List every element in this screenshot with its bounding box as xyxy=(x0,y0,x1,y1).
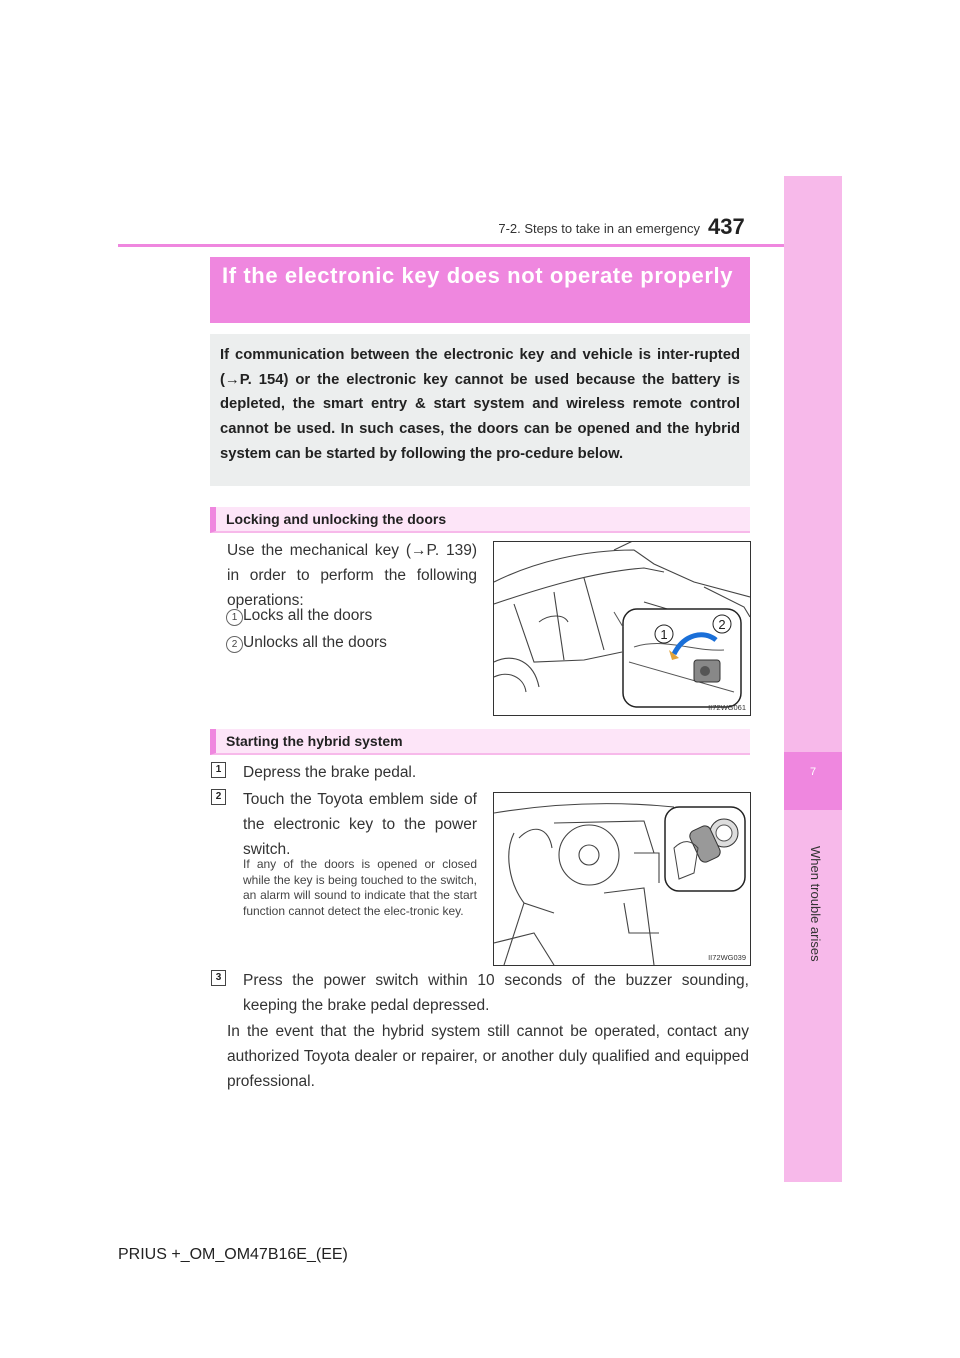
figure-mechanical-key-door xyxy=(493,541,751,716)
chapter-title: When trouble arises xyxy=(808,846,823,962)
page-number: 437 xyxy=(708,214,745,239)
subheading-starting-label: Starting the hybrid system xyxy=(226,733,403,749)
step-2-text: Touch the Toyota emblem side of the electronic key to the power switch. xyxy=(243,791,477,858)
step-3-text: Press the power switch within 10 seconds of the buzzer sounding, keeping the brake pedal depressed. xyxy=(243,972,749,1014)
section-title-banner xyxy=(210,257,750,323)
item-unlocks-all-doors: Unlocks all the doors xyxy=(243,634,387,651)
car-door-illustration xyxy=(494,542,750,715)
step-number-1: 1 xyxy=(211,762,226,778)
step-1-text: Depress the brake pedal. xyxy=(243,764,417,781)
section-title: If the electronic key does not operate properly xyxy=(222,263,734,288)
chapter-number: 7 xyxy=(809,766,817,778)
callout-1: 1 xyxy=(660,627,668,642)
step-number-2: 2 xyxy=(211,789,226,805)
intro-box xyxy=(210,334,750,486)
header-rule xyxy=(118,244,784,247)
step-number-3: 3 xyxy=(211,970,226,986)
subheading-locking xyxy=(210,507,750,533)
figure-code: II72WG061 xyxy=(708,703,746,712)
item-locks-all-doors: Locks all the doors xyxy=(243,607,373,624)
chapter-number-tab xyxy=(784,752,842,810)
cabin-illustration xyxy=(494,793,750,965)
running-header: 7-2. Steps to take in an emergency xyxy=(498,221,700,236)
callout-2: 2 xyxy=(718,617,726,632)
step-2-note: If any of the doors is opened or closed while the key is being touched to the switch, an alarm will sound to indicate that the start function cannot detect the elec-tronic key. xyxy=(243,857,477,918)
figure-power-switch xyxy=(493,792,751,966)
intro-text: If communication between the electronic key and vehicle is inter-rupted (→P. 154) or the electronic key cannot be used because the battery is depleted, the smart entry & start system and wireless remote control cannot be used. In such cases, the doors can be opened and the hybrid system can be started by following the pro-cedure below. xyxy=(220,347,740,462)
subheading-starting xyxy=(210,729,750,755)
item-number-1: 1 xyxy=(226,609,243,626)
locking-text: Use the mechanical key (→P. 139) in order to perform the following operations: xyxy=(227,542,477,609)
subheading-locking-label: Locking and unlocking the doors xyxy=(226,511,447,527)
document-code: PRIUS +_OM_OM47B16E_(EE) xyxy=(118,1246,348,1263)
closing-text: In the event that the hybrid system still cannot be operated, contact any authorized Toyota dealer or repairer, or another duly qualified and equipped professional. xyxy=(227,1023,749,1090)
figure-code: II72WG039 xyxy=(708,953,746,962)
item-number-2: 2 xyxy=(226,636,243,653)
